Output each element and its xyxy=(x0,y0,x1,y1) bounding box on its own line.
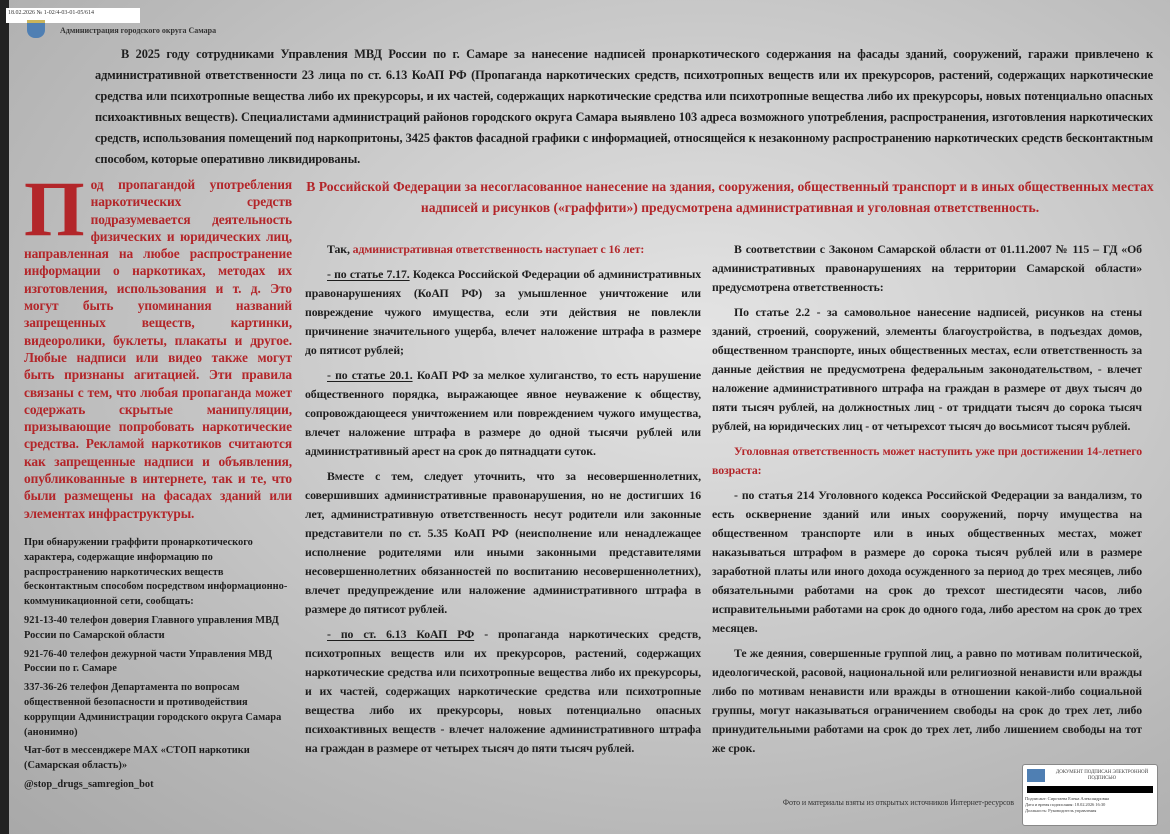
admin-intro xyxy=(305,240,701,259)
certificate-redaction xyxy=(1027,786,1153,793)
propaganda-text: од пропагандой употребления наркотических средств подразумевается деятельность физических и юридических лиц, направленная на любое распространение информации о наркотиках, методах их изготовления, использования и т. д. Это могут быть упоминания названий запрещенных веществ, картинки, видеоролики, буклеты, плакаты и другое. Любые надписи или видео также могут быть признаны агитацией. Эти правила связаны с тем, что любая пропаганда может содержать скрытые манипуляции, призывающие попробовать наркотические средства. Рекламой наркотиков считаются как запрещенные надписи и объявления, опубликованные в интернете, так и те, что были размещены на фасадах зданий или элементах инфраструктуры. xyxy=(24,177,292,521)
law-area xyxy=(305,176,1155,826)
left-column xyxy=(24,165,292,826)
article-text: - пропаганда наркотических средств, психотропных веществ или их прекурсоров, растений, содержащих наркотические средства или психотропные вещества либо их прекурсоры, и их частей, содержащих наркотические средства или психотропные вещества либо их прекурсоры, новых потенциально опасных психоактивных веществ - влечет наложение административного штрафа на граждан в размере от четырех тысяч до пяти тысяч рублей. xyxy=(305,627,701,755)
samara-emblem-icon xyxy=(27,20,45,38)
content-row xyxy=(0,165,1170,826)
article-label: - по статье 7.17. xyxy=(327,267,410,281)
group-offense: Те же деяния, совершенные группой лиц, а равно по мотивам политической, идеологической, расовой, национальной или религиозной ненависти или вражды либо по мотивам ненависти или вражды в отношении какой-либо социальной группы, могут наказываться ограничением свободы на срок до трех лет, либо принудительными работами на срок до трех лет, либо лишением свободы на тот же срок. xyxy=(712,646,1142,755)
contact-bot-handle: @stop_drugs_samregion_bot xyxy=(24,778,154,790)
article-label: - по статье 20.1. xyxy=(327,368,413,382)
contact-item: 921-13-40 телефон доверия Главного управления МВД России по Самарской области xyxy=(24,614,279,641)
registration-number: 18.02.2026 № 1-02/4-03-01-05/614 xyxy=(6,8,140,23)
contact-item: Чат-бот в мессенджере МАХ «СТОП наркотики (Самарская область)» xyxy=(24,745,250,772)
stamp-title: ДОКУМЕНТ ПОДПИСАН ЭЛЕКТРОННОЙ ПОДПИСЬЮ xyxy=(1055,770,1149,781)
article-7-17 xyxy=(305,265,701,360)
article-20-1 xyxy=(305,366,701,461)
stamp-position: Должность: Руководитель управления xyxy=(1025,808,1097,813)
contacts-block xyxy=(24,536,292,793)
intro-paragraph: В 2025 году сотрудниками Управления МВД России по г. Самаре за нанесение надписей пронаркотического содержания на фасады зданий, сооружений, гаражи привлечено к административной ответственности 23 лица по ст. 6.13 КоАП РФ (Пропаганда наркотических средств, психотропных веществ или их прекурсоров, растений, содержащих наркотические средства или психотропные вещества либо их прекурсоры, и их частей, содержащих наркотические средства или психотропные вещества либо их прекурсоры, новых потенциально опасных психоактивных веществ). Специалистами администраций районов городского округа Самара выявлено 103 адреса возможного употребления, распространения, изготовления наркотических средств, использования помещений под наркопритоны, 3425 фактов фасадной графики с информацией, относящейся к незаконному распространению наркотических средств бесконтактным способом, которые оперативно ликвидированы. xyxy=(95,47,1153,166)
scan-edge xyxy=(0,0,9,834)
criminal-heading: Уголовная ответственность может наступить уже при достижении 14-летнего возраста: xyxy=(712,444,1142,477)
article-6-13 xyxy=(305,625,701,758)
article-label: - по ст. 6.13 КоАП РФ xyxy=(327,627,475,641)
right-column xyxy=(712,240,1149,826)
contacts-intro: При обнаружении граффити пронаркотического характера, содержащие информацию по распространению наркотических веществ бесконтактным способом посредством информационно-коммуникационной сети, сообщать: xyxy=(24,536,288,608)
admin-intro-prefix: Так, xyxy=(327,242,353,256)
minors-paragraph: Вместе с тем, следует уточнить, что за несовершеннолетних, совершивших административные правонарушения, но не достигших 16 лет, административную ответственность несут родители или законные представители по ст. 5.35 КоАП РФ (неисполнение или ненадлежащее исполнение родителями или иными законными представителями несовершеннолетних обязанностей по воспитанию несовершеннолетних), влечет предупреждение или наложение административного штрафа в размере до пятисот рублей. xyxy=(305,469,701,616)
regional-law: В соответствии с Законом Самарской области от 01.11.2007 № 115 – ГД «Об административных правонарушениях на территории Самарской области» предусмотрена ответственность: xyxy=(712,242,1142,294)
drop-cap: П xyxy=(24,165,85,252)
law-columns xyxy=(305,240,1155,826)
stamp-signer: Подписант: Сиротаева Елена Александровна xyxy=(1025,796,1109,801)
article-text: Кодекса Российской Федерации об административных правонарушениях (КоАП РФ) за умышленное уничтожение или повреждение чужого имущества, если эти действия не повлекли причинение значительного ущерба, влечет наложение штрафа в размере до пятисот рублей; xyxy=(305,267,701,357)
contact-item: 921-76-40 телефон дежурной части Управления МВД России по г. Самаре xyxy=(24,648,272,675)
samara-emblem-icon xyxy=(1027,769,1045,782)
stamp-date: Дата и время подписания: 18.02.2026 16:30 xyxy=(1025,802,1106,807)
article-2-2: По статье 2.2 - за самовольное нанесение надписей, рисунков на стены зданий, строений, сооружений, элементы благоустройства, в подъездах домов, общественном транспорте, иных общественных местах, если ответственность за данные действия не предусмотрена федеральным законодательством, - влечет наложение административного штрафа на граждан в размере от двух тысяч до пяти тысяч рублей, на должностных лиц - от тридцати тысяч до сорока тысяч рублей, на юридических лиц - от четырехсот тысяч до восьмисот тысяч рублей. xyxy=(712,305,1142,433)
e-signature-stamp xyxy=(1022,764,1158,826)
red-heading: В Российской Федерации за несогласованное нанесение на здания, сооружения, общественный транспорт и в иных общественных местах надписей и рисунков («граффити») предусмотрена административная и уголовная ответственность. xyxy=(306,179,1154,215)
propaganda-definition xyxy=(24,165,292,522)
footer-row xyxy=(712,764,1149,826)
organization-name: Администрация городского округа Самара xyxy=(60,26,217,35)
admin-intro-red: административная ответственность наступает с 16 лет: xyxy=(352,242,645,256)
contact-item: 337-36-26 телефон Департамента по вопросам общественной безопасности и противодействия коррупции Администрации городского округа Самара (анонимно) xyxy=(24,682,282,738)
article-214: - по статья 214 Уголовного кодекса Российской Федерации за вандализм, то есть осквернение зданий или иных сооружений, порчу имущества на общественном транспорте или в иных общественных местах, может наказываться штрафом в размере до сорока тысяч рублей или в размере заработной платы или иного дохода осужденного за период до трех месяцев, либо обязательными работами на срок до трехсот шестидесяти часов, либо исправительными работами на срок до одного года, либо арестом на срок до трех месяцев. xyxy=(712,488,1142,635)
middle-column xyxy=(305,240,701,826)
article-text: КоАП РФ за мелкое хулиганство, то есть нарушение общественного порядка, выражающее явное неуважение к обществу, сопровождающееся уничтожением или повреждением чужого имущества, влечет наложение штрафа в размере до одной тысячи рублей или административный арест на срок до пятнадцати суток. xyxy=(305,368,701,458)
photo-credit: Фото и материалы взяты из открытых источников Интернет-ресурсов xyxy=(782,798,1014,807)
